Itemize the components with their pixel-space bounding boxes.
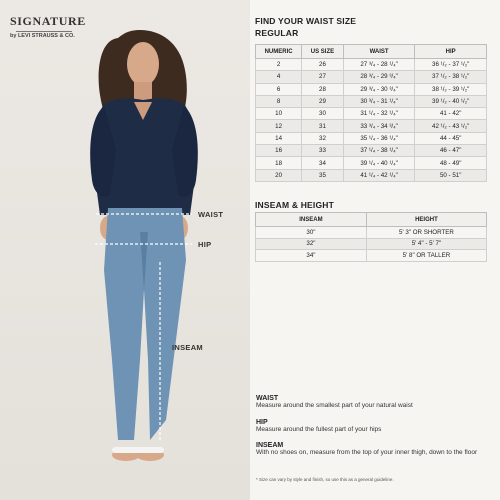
cell-hip: 46 - 47" xyxy=(415,145,487,157)
cell-hip: 42 ¹/₂ - 43 ¹/₂" xyxy=(415,120,487,132)
inseam-height-table xyxy=(255,212,487,262)
cell-waist: 39 ¹/₄ - 40 ¹/₄" xyxy=(343,157,415,169)
cell-numeric: 20 xyxy=(256,169,302,181)
table-header-row xyxy=(256,213,487,227)
col-header-numeric: NUMERIC xyxy=(256,45,302,59)
cell-inseam: 30" xyxy=(256,227,367,239)
cell-height: 5' 3" OR SHORTER xyxy=(366,227,486,239)
footnote: * Size can vary by style and finish, so use this as a general guideline. xyxy=(256,477,394,482)
table-row xyxy=(256,227,487,239)
col-header-waist: WAIST xyxy=(343,45,415,59)
cell-numeric: 2 xyxy=(256,59,302,71)
logo-levi-strauss: by LEVI STRAUSS & CO. xyxy=(10,33,75,39)
table-row xyxy=(256,95,487,107)
guide-hip-title: HIP xyxy=(256,419,268,426)
guide-hip xyxy=(256,419,492,434)
cell-hip: 39 ¹/₂ - 40 ¹/₂" xyxy=(415,95,487,107)
guide-waist-title: WAIST xyxy=(256,395,279,402)
cell-hip: 50 - 51" xyxy=(415,169,487,181)
table-row xyxy=(256,108,487,120)
guide-waist-desc: Measure around the smallest part of your natural waist xyxy=(256,402,413,409)
cell-us-size: 28 xyxy=(302,83,344,95)
cell-height: 5' 4" - 5' 7" xyxy=(366,238,486,250)
cell-numeric: 16 xyxy=(256,145,302,157)
cell-waist: 37 ¹/₄ - 38 ¹/₄" xyxy=(343,145,415,157)
table-row xyxy=(256,250,487,262)
cell-inseam: 34" xyxy=(256,250,367,262)
table-row xyxy=(256,59,487,71)
logo-signature: SIGNATURE xyxy=(10,14,86,28)
guide-waist xyxy=(256,395,492,410)
col-header-height: HEIGHT xyxy=(366,213,486,227)
cell-inseam: 32" xyxy=(256,238,367,250)
col-header-hip: HIP xyxy=(415,45,487,59)
logo-divider xyxy=(16,31,72,32)
waist-label: WAIST xyxy=(198,210,224,219)
cell-us-size: 29 xyxy=(302,95,344,107)
cell-hip: 37 ¹/₂ - 38 ¹/₂" xyxy=(415,71,487,83)
cell-waist: 27 ³/₄ - 28 ¹/₄" xyxy=(343,59,415,71)
cell-waist: 30 ³/₄ - 31 ¹/₄" xyxy=(343,95,415,107)
table-header-row xyxy=(256,45,487,59)
waist-size-table xyxy=(255,44,487,182)
cell-hip: 48 - 49" xyxy=(415,157,487,169)
table-row xyxy=(256,83,487,95)
guide-inseam-desc: With no shoes on, measure from the top of your inner thigh, down to the floor xyxy=(256,449,478,456)
size-section-title: FIND YOUR WAIST SIZE xyxy=(255,16,357,26)
cell-hip: 36 ¹/₂ - 37 ¹/₂" xyxy=(415,59,487,71)
cell-us-size: 30 xyxy=(302,108,344,120)
guide-inseam xyxy=(256,442,492,457)
cell-waist: 41 ¹/₄ - 42 ¹/₄" xyxy=(343,169,415,181)
inseam-label: INSEAM xyxy=(172,343,203,352)
cell-waist: 35 ¹/₄ - 36 ¹/₄" xyxy=(343,132,415,144)
cell-us-size: 34 xyxy=(302,157,344,169)
guide-hip-desc: Measure around the fullest part of your hips xyxy=(256,426,382,433)
cell-waist: 28 ³/₄ - 29 ³/₄" xyxy=(343,71,415,83)
cell-us-size: 26 xyxy=(302,59,344,71)
cell-hip: 44 - 45" xyxy=(415,132,487,144)
cell-us-size: 33 xyxy=(302,145,344,157)
table-row xyxy=(256,132,487,144)
cell-us-size: 32 xyxy=(302,132,344,144)
cell-numeric: 4 xyxy=(256,71,302,83)
table-row xyxy=(256,238,487,250)
cell-waist: 33 ³/₄ - 34 ³/₄" xyxy=(343,120,415,132)
cell-numeric: 6 xyxy=(256,83,302,95)
brand-logo xyxy=(10,14,90,39)
cell-numeric: 8 xyxy=(256,95,302,107)
table-row xyxy=(256,145,487,157)
cell-numeric: 18 xyxy=(256,157,302,169)
table-row xyxy=(256,169,487,181)
table-row xyxy=(256,71,487,83)
cell-hip: 38 ¹/₂ - 39 ¹/₂" xyxy=(415,83,487,95)
cell-us-size: 31 xyxy=(302,120,344,132)
hip-label: HIP xyxy=(198,240,212,249)
cell-waist: 31 ¹/₄ - 32 ¹/₄" xyxy=(343,108,415,120)
cell-numeric: 12 xyxy=(256,120,302,132)
cell-hip: 41 - 42" xyxy=(415,108,487,120)
col-header-us-size: US SIZE xyxy=(302,45,344,59)
table-row xyxy=(256,120,487,132)
inseam-section-title: INSEAM & HEIGHT xyxy=(255,200,335,210)
cell-numeric: 14 xyxy=(256,132,302,144)
col-header-inseam: INSEAM xyxy=(256,213,367,227)
cell-height: 5' 8" OR TALLER xyxy=(366,250,486,262)
size-section-subtitle: REGULAR xyxy=(255,28,299,38)
guide-inseam-title: INSEAM xyxy=(256,442,284,449)
cell-us-size: 35 xyxy=(302,169,344,181)
cell-numeric: 10 xyxy=(256,108,302,120)
cell-us-size: 27 xyxy=(302,71,344,83)
cell-waist: 29 ³/₄ - 30 ³/₄" xyxy=(343,83,415,95)
table-row xyxy=(256,157,487,169)
